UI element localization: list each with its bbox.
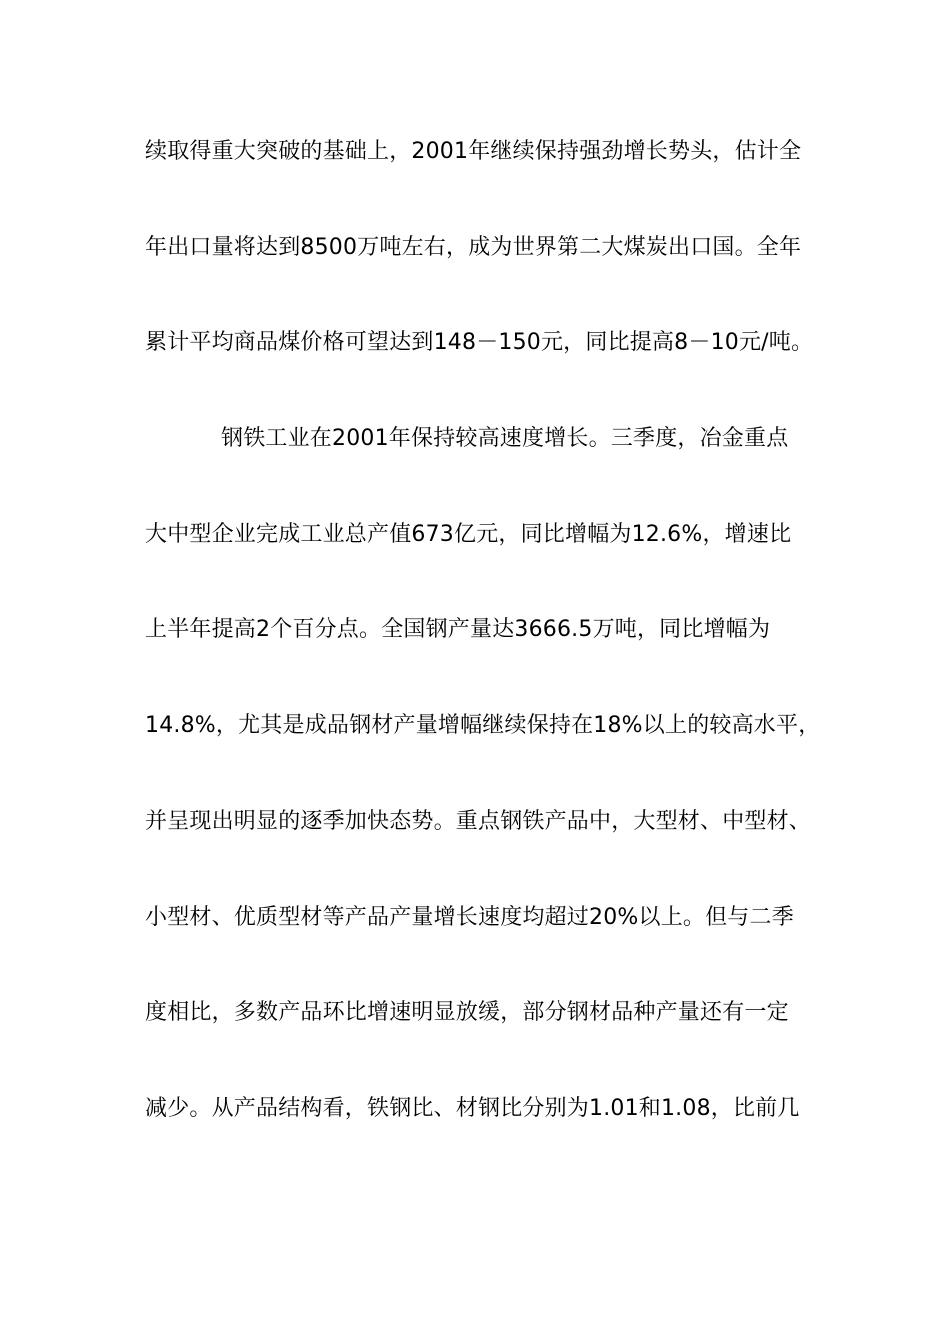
text-line: 大中型企业完成工业总产值673亿元，同比增幅为12.6%，增速比: [145, 521, 792, 547]
text-line: 度相比，多数产品环比增速明显放缓，部分钢材品种产量还有一定: [145, 1000, 789, 1026]
paragraph-start-line: 钢铁工业在2001年保持较高速度增长。三季度，冶金重点: [221, 426, 789, 452]
text-line: 14.8%，尤其是成品钢材产量增幅继续保持在18%以上的较高水平，: [145, 713, 821, 739]
body-text: [145, 128, 835, 1181]
text-line: 并呈现出明显的逐季加快态势。重点钢铁产品中，大型材、中型材、: [145, 808, 812, 834]
text-line: 年出口量将达到8500万吨左右，成为世界第二大煤炭出口国。全年: [145, 234, 802, 260]
text-line: 续取得重大突破的基础上，2001年继续保持强劲增长势头，估计全: [145, 139, 802, 164]
text-line: 减少。从产品结构看，铁钢比、材钢比分别为1.01和1.08，比前几: [145, 1095, 800, 1121]
text-line: 小型材、优质型材等产品产量增长速度均超过20%以上。但与二季: [145, 904, 794, 930]
text-line: 累计平均商品煤价格可望达到148－150元，同比提高8－10元/吨。: [145, 330, 814, 356]
text-line: 上半年提高2个百分点。全国钢产量达3666.5万吨，同比增幅为: [145, 617, 771, 643]
